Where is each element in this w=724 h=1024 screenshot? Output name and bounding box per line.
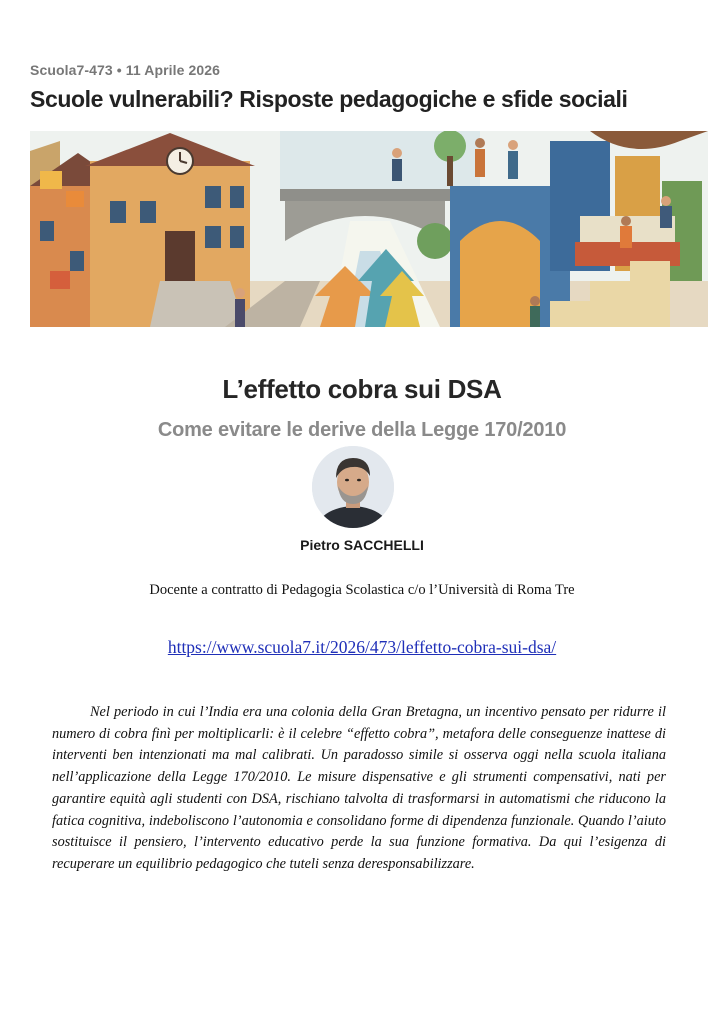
issue-line: Scuola7-473 • 11 Aprile 2026	[30, 62, 221, 78]
author-name: Pietro SACCHELLI	[300, 537, 424, 553]
author-photo	[312, 446, 394, 528]
article-abstract: Nel periodo in cui l’India era una colonia della Gran Bretagna, un incentivo pensato per ridurre il numero di cobra finì per moltiplicarli: è il celebre “effetto cobra”, metafora delle conseguenze inattese di interventi ben intenzionati ma mal calibrati. Un paradosso simile si osserva oggi nella scuola italiana nell’applicazione della Legge 170/2010. Le misure dispensative e gli strumenti compensativi, nati per garantire equità agli studenti con DSA, rischiano talvolta di trasformarsi in automatismi che riducono la fatica cognitiva, indeboliscono l’autonomia e consolidano forme di dipendenza funzionale. Quando l’aiuto sostituisce il pensiero, l’intervento educativo perde la sua funzione formativa. Da qui l’esigenza di recuperare un equilibrio pedagogico che tuteli senza deresponsabilizzare.	[52, 704, 666, 872]
article-url-link[interactable]: https://www.scuola7.it/2026/473/leffetto-cobra-sui-dsa/	[167, 637, 557, 657]
article-subtitle: Come evitare le derive della Legge 170/2010	[157, 419, 567, 441]
banner-illustration	[30, 131, 708, 327]
issue-headline: Scuole vulnerabili? Risposte pedagogiche e sfide sociali	[30, 86, 628, 112]
author-role: Docente a contratto di Pedagogia Scolastica c/o l’Università di Roma Tre	[149, 582, 575, 598]
article-title: L’effetto cobra sui DSA	[222, 374, 502, 404]
